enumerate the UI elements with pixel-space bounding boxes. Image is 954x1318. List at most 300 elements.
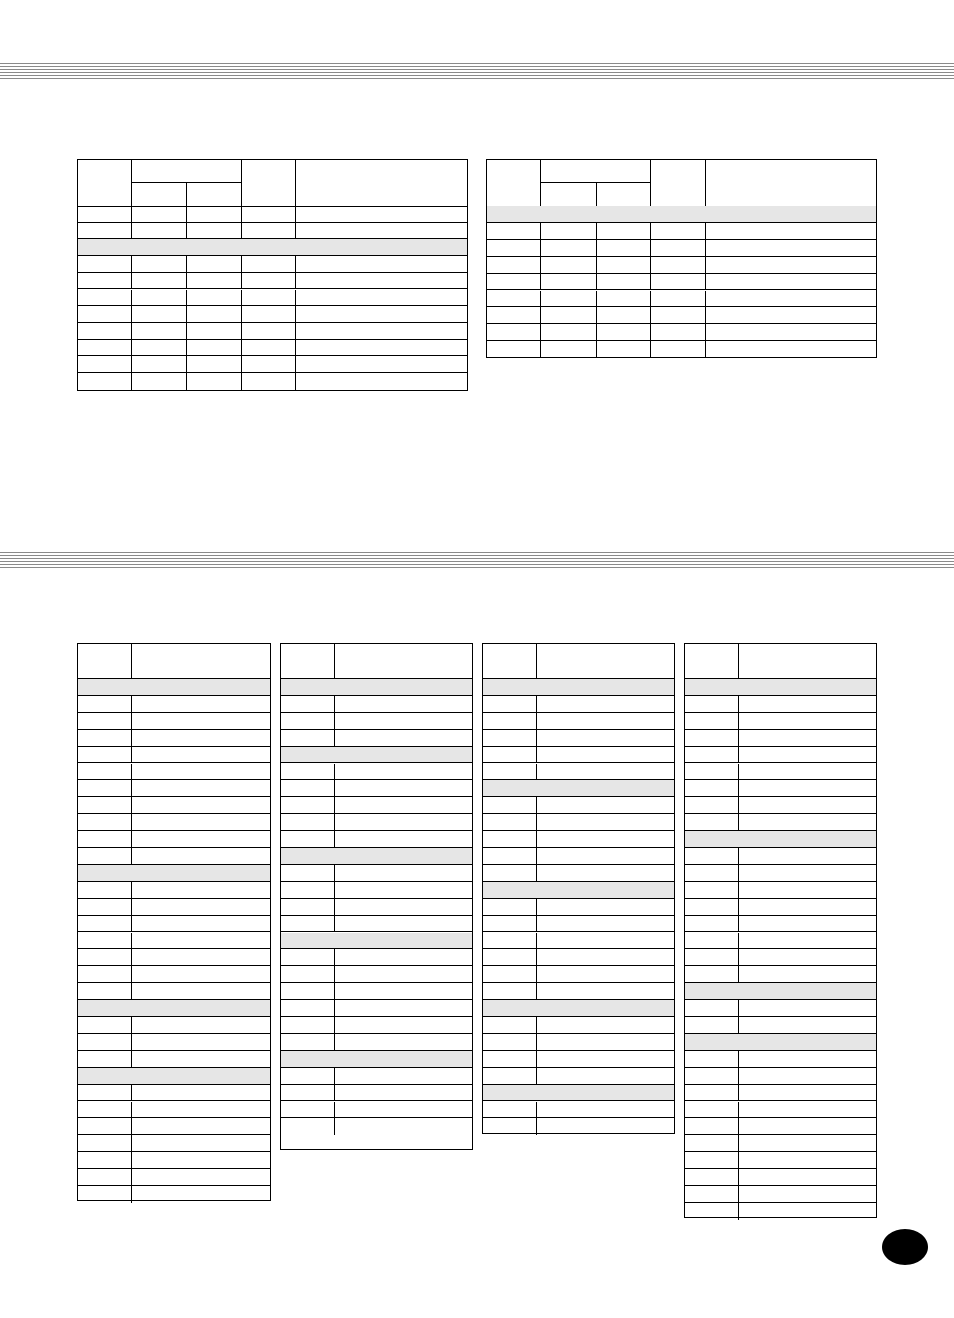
column-line [186,373,187,390]
table-row [78,1017,270,1034]
table-row [78,256,467,273]
column-line [295,206,296,222]
table-row [483,899,674,916]
bottom-table-2 [280,643,473,1150]
table-row [685,1051,876,1068]
column-line [334,1068,335,1084]
column-line [705,257,706,273]
table-row [78,797,270,814]
column-line [705,240,706,256]
table-row [483,696,674,713]
section-row [487,206,876,223]
column-line [738,747,739,763]
column-line [186,223,187,239]
table-row [281,814,472,831]
page-number-badge [882,1229,928,1265]
column-line [536,949,537,965]
column-line [596,341,597,358]
section-row [281,933,472,950]
table-row [685,865,876,882]
table-row [483,1068,674,1085]
table-row [78,713,270,730]
column-line [131,1051,132,1067]
column-line [131,966,132,982]
table-row [78,831,270,848]
column-line [131,1118,132,1134]
column-line [334,1034,335,1050]
header-column-line [705,160,706,206]
table-row [281,1102,472,1119]
column-line [540,307,541,323]
section-row [78,679,270,696]
table-row [487,240,876,257]
column-line [536,865,537,881]
column-line [241,356,242,372]
column-line [334,797,335,813]
column-line [738,1017,739,1033]
column-line [131,1034,132,1050]
table-row [281,696,472,713]
column-line [295,323,296,339]
column-line [131,340,132,356]
table-row [685,933,876,950]
table-row [483,848,674,865]
table-row [281,1085,472,1102]
table-row [78,340,467,357]
column-line [650,274,651,290]
column-line [650,257,651,273]
table-row [483,814,674,831]
table-row [78,966,270,983]
table-row [78,290,467,307]
column-line [295,273,296,289]
table-row [281,899,472,916]
column-line [738,814,739,830]
table-row [685,696,876,713]
table-row [685,848,876,865]
column-line [295,256,296,272]
column-line [334,966,335,982]
table-row [483,949,674,966]
column-line [738,1068,739,1084]
column-line [738,1085,739,1101]
table-row [483,831,674,848]
column-line [131,1169,132,1185]
table-row [685,1085,876,1102]
table-row [487,257,876,274]
table-row [78,1135,270,1152]
table-row [483,1118,674,1135]
table-row [483,916,674,933]
table-row [78,1169,270,1186]
table-row [281,764,472,781]
table-row [78,764,270,781]
column-line [334,865,335,881]
table-row [487,274,876,291]
table-row [281,916,472,933]
column-line [738,780,739,796]
section-row [483,1000,674,1017]
table-row [483,983,674,1000]
column-line [536,1034,537,1050]
table-row [78,306,467,323]
column-line [334,916,335,932]
table-row [685,1000,876,1017]
table-row [281,983,472,1000]
column-line [738,696,739,712]
column-line [536,1118,537,1135]
column-line [241,206,242,222]
column-line [295,306,296,322]
table-row [487,324,876,341]
column-line [738,949,739,965]
table-row [685,916,876,933]
section-row [78,865,270,882]
column-line [540,341,541,358]
column-line [186,356,187,372]
table-row [78,1152,270,1169]
table-row [685,1135,876,1152]
column-line [705,307,706,323]
column-line [536,713,537,729]
column-line [738,848,739,864]
section-row [685,831,876,848]
table-row [487,307,876,324]
table-row [685,899,876,916]
column-line [738,1135,739,1151]
table-row [281,730,472,747]
bottom-table-4 [684,643,877,1218]
column-line [131,882,132,898]
table-row [78,223,467,240]
column-line [131,916,132,932]
column-line [295,356,296,372]
column-line [334,1085,335,1101]
column-line [241,256,242,272]
column-line [705,341,706,358]
table-row [685,1169,876,1186]
column-line [540,223,541,239]
column-line [536,764,537,780]
table-row [78,814,270,831]
column-line [738,713,739,729]
table-row [78,1118,270,1135]
column-line [131,290,132,306]
column-line [131,273,132,289]
column-line [738,865,739,881]
column-line [295,373,296,390]
column-line [334,1017,335,1033]
column-line [738,1203,739,1220]
table-row [281,797,472,814]
column-line [186,340,187,356]
table-row [483,764,674,781]
column-line [334,1118,335,1135]
column-line [596,223,597,239]
column-line [738,1000,739,1016]
section-row [685,1034,876,1051]
table-row [78,848,270,865]
column-line [705,291,706,307]
header-column-line [241,160,242,206]
table-row [78,1085,270,1102]
column-line [536,814,537,830]
header-column-line [650,160,651,206]
column-line [241,323,242,339]
column-line [131,356,132,372]
column-line [131,831,132,847]
table-row [685,966,876,983]
column-line [738,933,739,949]
section-row [483,1085,674,1102]
column-line [334,882,335,898]
column-line [738,899,739,915]
table-row [685,1118,876,1135]
header-column-line [540,160,541,206]
header-column-line [131,644,132,678]
table-row [483,933,674,950]
header-column-line [738,644,739,678]
column-line [131,848,132,864]
column-line [186,256,187,272]
column-line [131,780,132,796]
section-row [281,1051,472,1068]
column-line [131,949,132,965]
table-row [483,1051,674,1068]
table-row [281,780,472,797]
column-line [596,324,597,340]
column-line [738,1118,739,1134]
table-row [685,797,876,814]
table-row [78,1034,270,1051]
column-line [536,696,537,712]
section-row [483,679,674,696]
column-line [131,764,132,780]
column-line [131,933,132,949]
table-row [78,899,270,916]
table-row [487,291,876,308]
header-column-line [295,160,296,206]
column-line [186,323,187,339]
column-line [596,307,597,323]
table-row [78,273,467,290]
header-column-line [131,160,132,206]
column-line [650,341,651,358]
header-subcolumn-line [596,182,597,206]
column-line [131,323,132,339]
table-row [78,1051,270,1068]
table-row [78,747,270,764]
section-row [685,679,876,696]
table-row [281,882,472,899]
column-line [131,1152,132,1168]
column-line [738,797,739,813]
section-row [281,679,472,696]
column-line [241,306,242,322]
column-line [131,206,132,222]
table-row [78,1102,270,1119]
table-row [78,933,270,950]
top-rule-band [0,63,954,81]
column-line [536,1102,537,1118]
column-line [738,1186,739,1202]
top-left-table [77,159,468,391]
section-row [78,1000,270,1017]
column-line [334,764,335,780]
table-row [78,983,270,1000]
section-row [78,239,467,256]
column-line [131,696,132,712]
header-column-line [536,644,537,678]
section-row [78,1068,270,1085]
column-line [705,274,706,290]
column-line [540,257,541,273]
table-row [78,696,270,713]
table-row [281,949,472,966]
table-row [78,730,270,747]
column-line [186,206,187,222]
column-line [738,966,739,982]
column-line [738,916,739,932]
table-row [483,865,674,882]
column-line [241,373,242,390]
column-line [738,764,739,780]
table-row [78,323,467,340]
table-row [483,1102,674,1119]
table-row [281,1034,472,1051]
bottom-table-3 [482,643,675,1134]
table-row [281,1017,472,1034]
column-line [536,1051,537,1067]
table-row [685,949,876,966]
column-line [536,933,537,949]
column-line [334,730,335,746]
column-line [131,1085,132,1101]
column-line [334,899,335,915]
column-line [241,290,242,306]
column-line [536,1068,537,1084]
column-line [334,713,335,729]
header-subdivider [540,182,650,183]
table-row [483,966,674,983]
table-row [78,916,270,933]
column-line [186,273,187,289]
header-subcolumn-line [186,182,187,206]
table-row [685,1102,876,1119]
table-row [281,1068,472,1085]
table-row [483,797,674,814]
section-row [685,983,876,1000]
column-line [536,899,537,915]
column-line [334,780,335,796]
column-line [536,983,537,999]
table-row [685,713,876,730]
column-line [131,713,132,729]
column-line [131,747,132,763]
table-row [487,341,876,358]
column-line [131,1017,132,1033]
table-row [483,747,674,764]
column-line [738,1169,739,1185]
column-line [334,831,335,847]
column-line [131,223,132,239]
column-line [738,1152,739,1168]
table-row [78,356,467,373]
column-line [241,223,242,239]
column-line [540,274,541,290]
column-line [241,340,242,356]
column-line [131,899,132,915]
column-line [536,797,537,813]
table-row [483,1017,674,1034]
column-line [738,1051,739,1067]
middle-rule-band [0,552,954,570]
column-line [540,240,541,256]
table-row [685,780,876,797]
column-line [186,290,187,306]
column-line [295,290,296,306]
table-row [281,831,472,848]
section-row [483,882,674,899]
header-column-line [334,644,335,678]
column-line [536,730,537,746]
column-line [540,291,541,307]
column-line [650,291,651,307]
bottom-table-1 [77,643,271,1201]
table-row [487,223,876,240]
column-line [536,848,537,864]
column-line [131,306,132,322]
table-row [281,865,472,882]
column-line [131,256,132,272]
table-row [281,1118,472,1135]
column-line [596,291,597,307]
column-line [334,1102,335,1118]
table-row [483,1034,674,1051]
column-line [334,696,335,712]
table-row [483,713,674,730]
column-line [536,1017,537,1033]
table-row [685,882,876,899]
column-line [738,730,739,746]
column-line [596,274,597,290]
column-line [131,1102,132,1118]
column-line [705,324,706,340]
column-line [131,983,132,999]
table-row [281,966,472,983]
column-line [738,1102,739,1118]
column-line [334,983,335,999]
column-line [334,814,335,830]
column-line [650,240,651,256]
column-line [295,340,296,356]
table-row [78,882,270,899]
section-row [281,747,472,764]
table-row [685,1152,876,1169]
column-line [536,747,537,763]
column-line [131,814,132,830]
column-line [596,240,597,256]
table-row [685,1203,876,1220]
table-row [78,949,270,966]
column-line [186,306,187,322]
column-line [650,223,651,239]
column-line [705,223,706,239]
table-row [685,747,876,764]
column-line [596,257,597,273]
column-line [536,831,537,847]
table-row [78,1186,270,1203]
